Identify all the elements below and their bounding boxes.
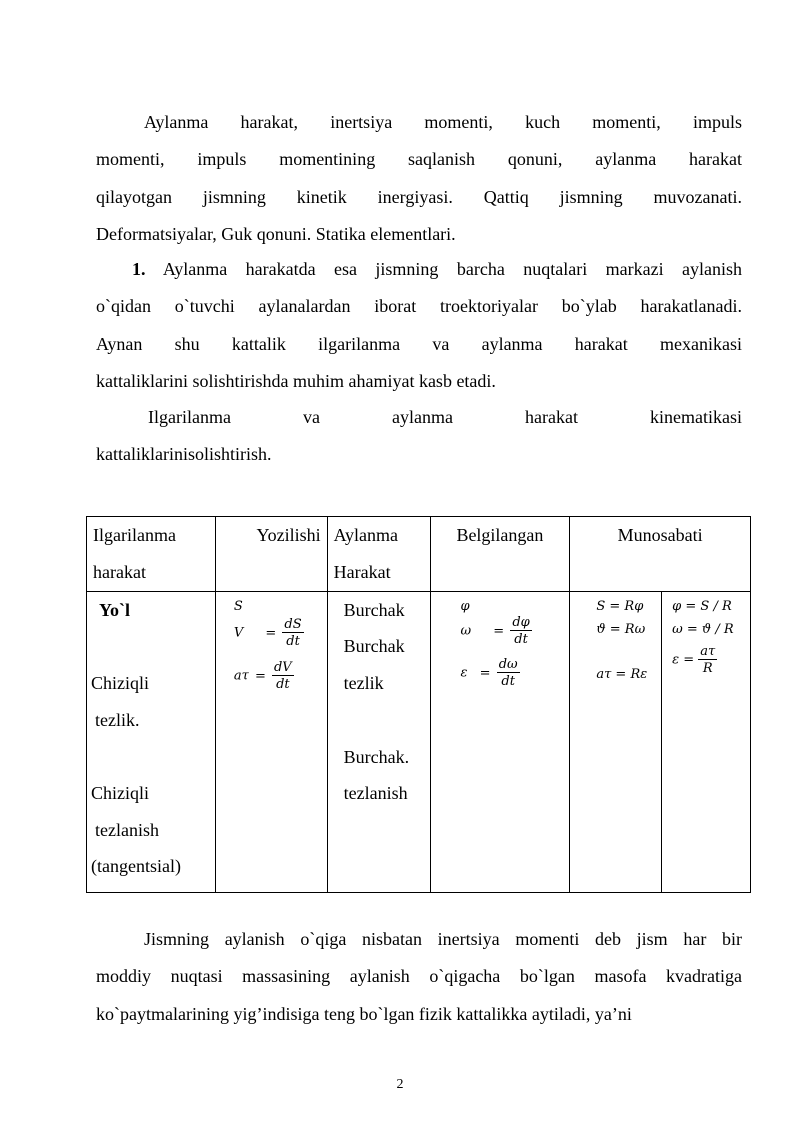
- paragraph-3-line: moddiy nuqtasi massasining aylanish o`qigacha bo`lgan masofa kvadratiga: [96, 966, 742, 987]
- angular-velocity-label: tezlik: [343, 673, 384, 693]
- notation-cell: [215, 592, 327, 893]
- symbols-cell: [430, 592, 570, 893]
- angle-symbol: φ: [460, 599, 470, 614]
- paragraph-2: [96, 399, 742, 474]
- relation-formula: φ = S / R: [672, 599, 732, 614]
- tangential-acceleration-formula: aτ = $\frac{dV}{dt}$: [233, 660, 292, 692]
- linear-acceleration-label: Chiziqli: [91, 783, 149, 803]
- angle-label: Burchak: [343, 600, 405, 620]
- intro-line: momenti, impuls momentining saqlanish qonuni, aylanma harakat: [96, 149, 742, 170]
- angular-acceleration-formula: ε = $\frac{d\omega}{dt}$: [460, 657, 518, 689]
- angular-velocity-label: Burchak: [343, 636, 405, 656]
- paragraph-1: [96, 251, 742, 400]
- paragraph-3-line: Jismning aylanish o`qiga nisbatan inertsiya momenti deb jism har bir: [144, 929, 742, 949]
- path-symbol: S: [233, 599, 243, 614]
- intro-line: Aylanma harakat, inertsiya momenti, kuch momenti, impuls: [144, 112, 742, 132]
- path-label: Yo`l: [99, 600, 130, 620]
- paragraph-3-line: ko`paytmalarining yig’indisiga teng bo`lgan fizik kattalikka aytiladi, ya’ni: [96, 1003, 632, 1024]
- paragraph-2-line: Ilgarilanma va aylanma harakat kinematikasi: [148, 407, 742, 427]
- relation-formula: ε = $\frac{a\tau}{R}$: [672, 644, 716, 676]
- angular-velocity-formula: ω = $\frac{d\varphi}{dt}$: [460, 615, 530, 647]
- header-symbols: Belgilangan: [430, 517, 570, 592]
- relation-left-cell: [570, 592, 662, 893]
- paragraph-number: 1.: [132, 259, 146, 279]
- paragraph-1-line: Aynan shu kattalik ilgarilanma va aylanma harakat mexanikasi: [96, 333, 742, 354]
- relation-formula: ω = ϑ / R: [672, 622, 734, 637]
- paragraph-3: [96, 921, 742, 1033]
- rotational-quantities-cell: [327, 592, 430, 893]
- intro-paragraph: [96, 104, 742, 253]
- linear-acceleration-label: (tangentsial): [91, 856, 181, 876]
- angular-acceleration-label: Burchak.: [343, 747, 410, 767]
- header-translational: Ilgarilanma harakat: [87, 517, 216, 592]
- relation-formula: ϑ = Rω: [596, 622, 646, 637]
- angular-acceleration-label: tezlanish: [343, 783, 408, 803]
- header-rotational: Aylanma Harakat: [327, 517, 430, 592]
- velocity-formula: V = $\frac{dS}{dt}$: [233, 617, 302, 649]
- paragraph-1-line: kattaliklarini solishtirishda muhim ahamiyat kasb etadi.: [96, 370, 496, 391]
- linear-velocity-label: tezlik.: [95, 710, 140, 730]
- intro-line: Deformatsiyalar, Guk qonuni. Statika elementlari.: [96, 223, 456, 244]
- paragraph-1-line: 1. Aylanma harakatda esa jismning barcha nuqtalari markazi aylanish: [132, 259, 742, 279]
- relation-right-cell: [662, 592, 751, 893]
- relation-formula: S = Rφ: [596, 599, 644, 614]
- paragraph-2-line: kattaliklarinisolishtirish.: [96, 444, 272, 465]
- intro-line: qilayotgan jismning kinetik inergiyasi. Qattiq jismning muvozanati.: [96, 186, 742, 207]
- paragraph-1-line: o`qidan o`tuvchi aylanalardan iborat troektoriyalar bo`ylab harakatlanadi.: [96, 296, 742, 317]
- header-notation: Yozilishi: [215, 517, 327, 592]
- linear-velocity-label: Chiziqli: [91, 673, 149, 693]
- header-relation: Munosabati: [570, 517, 751, 592]
- linear-acceleration-label: tezlanish: [95, 820, 159, 840]
- relation-formula: aτ = Rε: [596, 667, 648, 682]
- page-number: 2: [396, 1077, 404, 1092]
- kinematics-comparison-table: [86, 516, 751, 893]
- translational-quantities-cell: [87, 592, 216, 893]
